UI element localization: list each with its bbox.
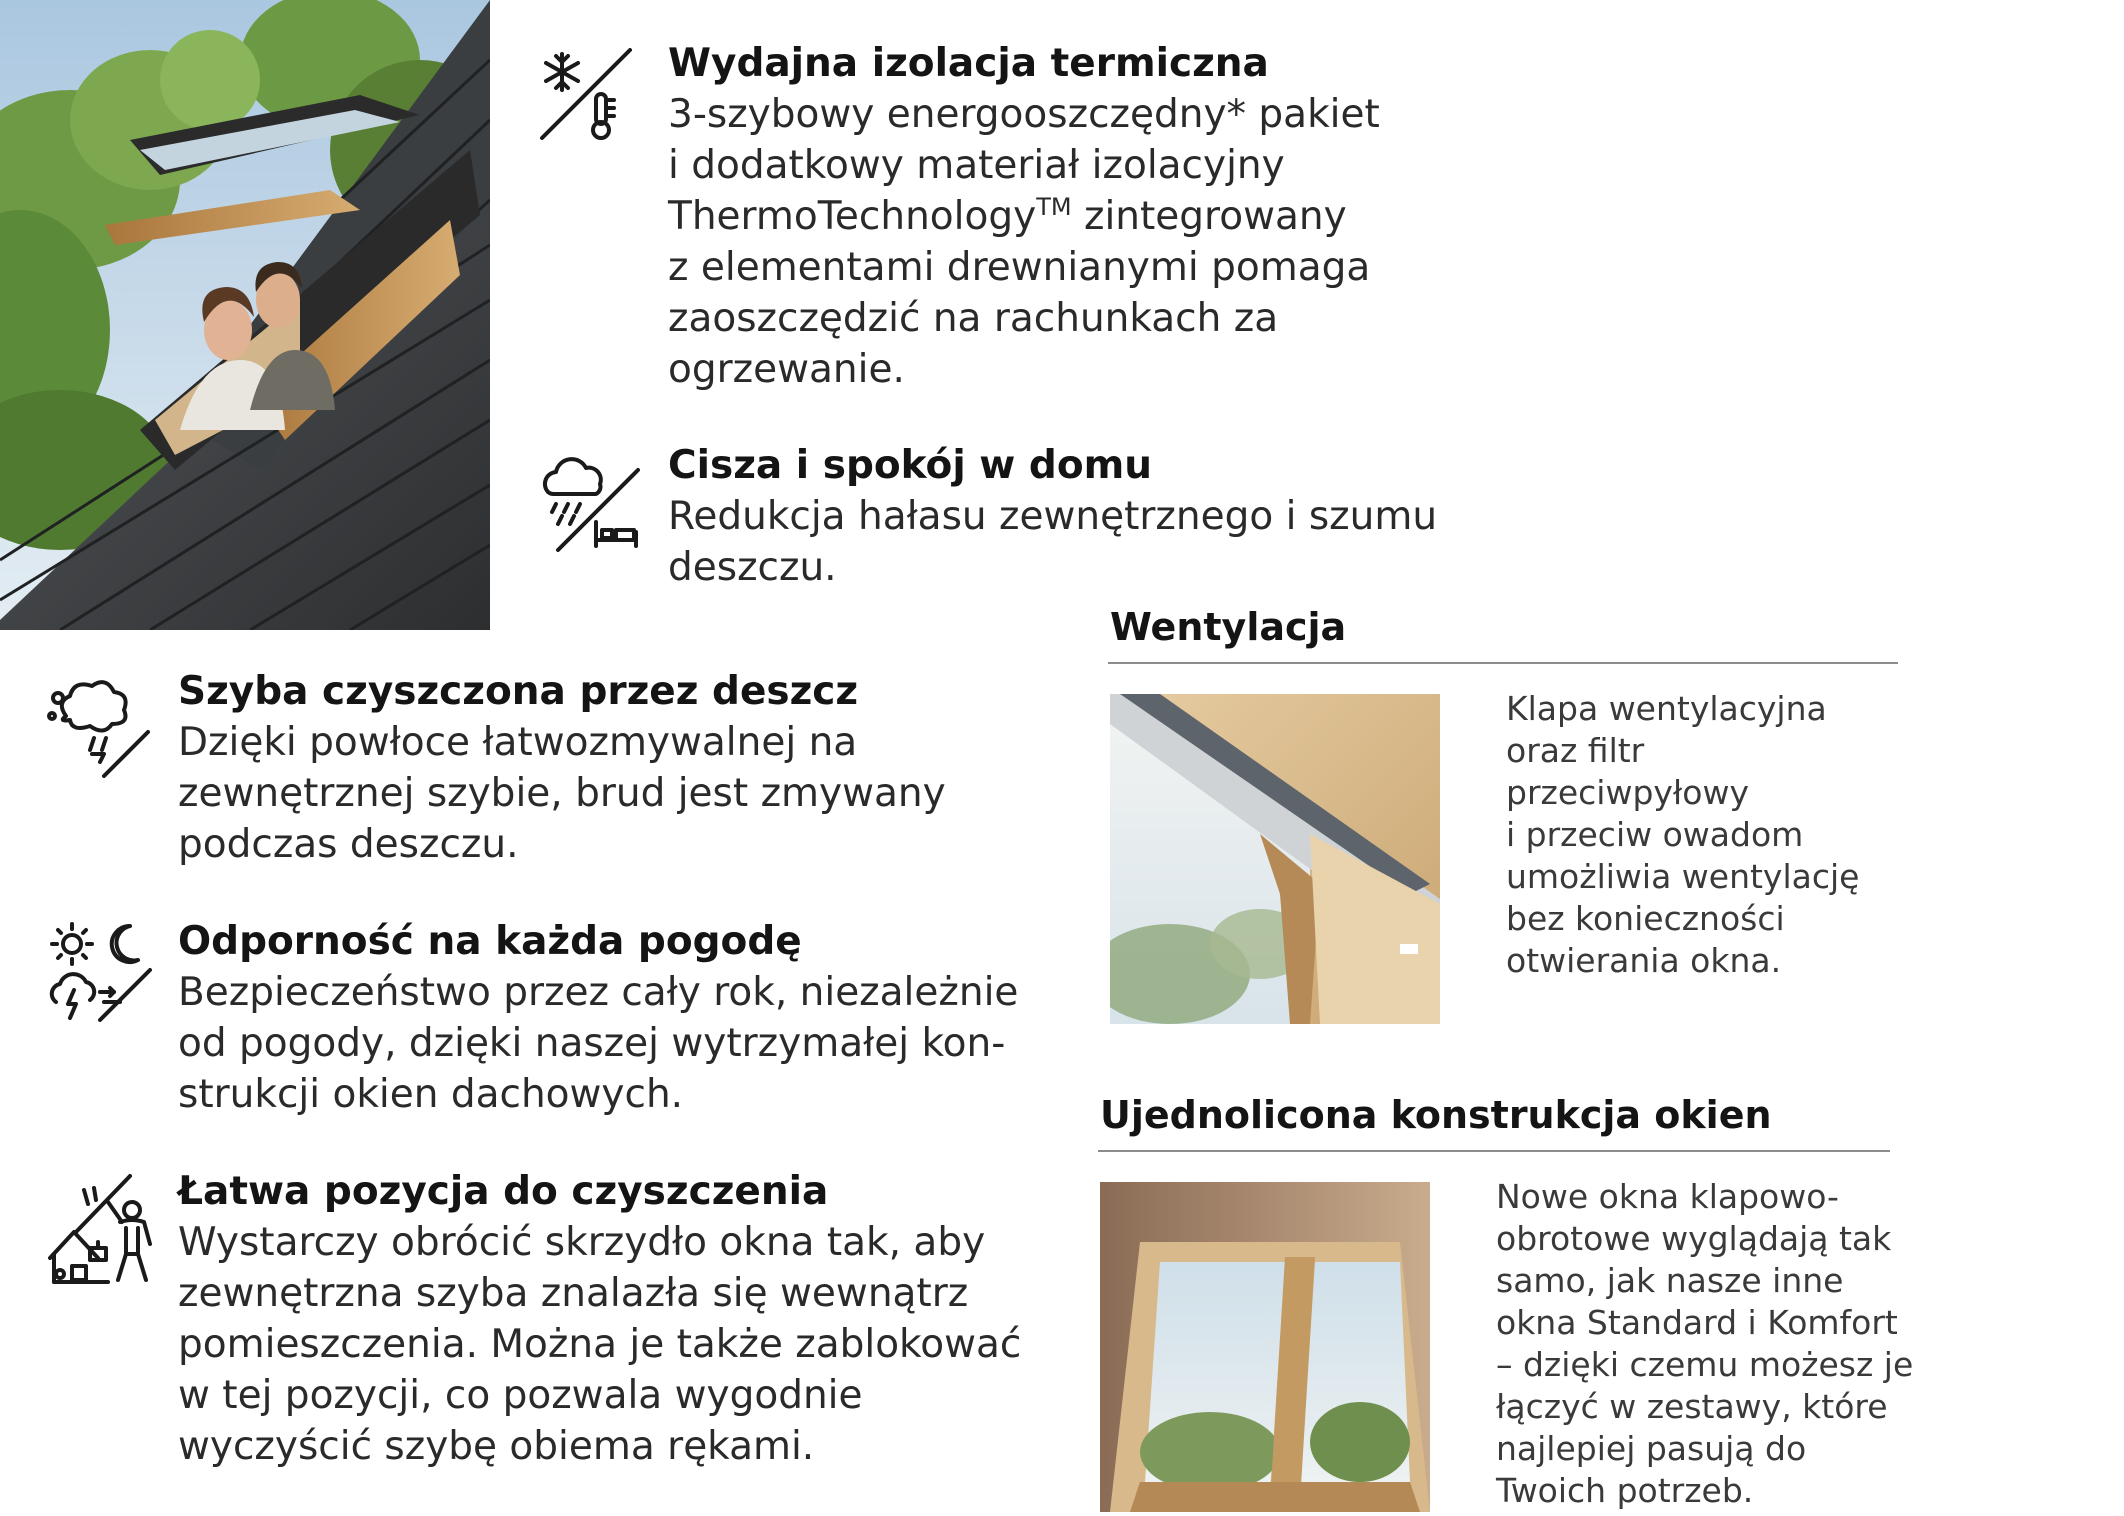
feature-line: Dzięki powłoce łatwozmywalnej na [178,720,858,765]
section-title-construction: Ujednolicona konstrukcja okien [1100,1093,1772,1137]
ventilation-photo [1110,694,1440,1024]
description-line: najlepiej pasują do [1496,1429,1807,1468]
section-title-ventilation: Wentylacja [1110,605,1347,649]
feature-line: z elementami drewnianymi pomaga [668,245,1371,290]
description-line: łączyć w zestawy, które [1496,1387,1888,1426]
construction-photo-illustration [1100,1182,1430,1512]
feature-thermal [668,38,1380,395]
feature-line: zaoszczędzić na rachunkach za [668,296,1279,341]
description-line: bez konieczności [1506,899,1785,938]
section-divider [1108,662,1898,664]
description-line: i przeciw owadom [1506,815,1804,854]
trademark: TM [1036,193,1072,221]
feature-line: i dodatkowy materiał izolacyjny [668,143,1285,188]
feature-title: Cisza i spokój w domu [668,443,1153,488]
description-line: okna Standard i Komfort [1496,1303,1898,1342]
feature-title: Łatwa pozycja do czyszczenia [178,1169,829,1214]
hero-photo-illustration [0,0,490,630]
feature-title: Odporność na każda pogodę [178,919,802,964]
snowflake-thermometer-icon [538,48,632,142]
line-suffix: zintegrowany [1071,194,1347,239]
construction-description [1496,1176,1913,1512]
description-line: samo, jak nasze inne [1496,1261,1844,1300]
feature-weather [178,916,1018,1120]
rain-cloud-bed-icon [538,450,642,554]
description-line: oraz filtr [1506,731,1645,770]
feature-line: strukcji okien dachowych. [178,1072,684,1117]
description-line: otwierania okna. [1506,941,1782,980]
feature-rain-cleaned [178,666,946,870]
description-line: obrotowe wyglądają tak [1496,1219,1892,1258]
feature-line: Redukcja hałasu zewnętrznego i szumu [668,494,1438,539]
dirt-cloud-rain-icon [46,676,152,780]
description-line: umożliwia wentylację [1506,857,1860,896]
ventilation-description [1506,688,1859,982]
hero-photo [0,0,490,630]
feature-line: ogrzewanie. [668,347,905,392]
feature-line: deszczu. [668,545,837,590]
description-line: Twoich potrzeb. [1496,1471,1754,1510]
feature-quiet [668,440,1437,593]
ventilation-photo-illustration [1110,694,1440,1024]
feature-title: Wydajna izolacja termiczna [668,41,1269,86]
feature-line: Bezpieczeństwo przez cały rok, niezależnie [178,970,1019,1015]
feature-line: pomieszczenia. Można je także zablokować [178,1322,1022,1367]
feature-line [668,191,1380,242]
feature-line: od pogody, dzięki naszej wytrzymałej kon- [178,1021,1006,1066]
feature-line: wyczyścić szybę obiema rękami. [178,1424,815,1469]
feature-line: Wystarczy obrócić skrzydło okna tak, aby [178,1220,986,1265]
sun-moon-storm-icon [44,920,154,1024]
construction-photo [1100,1182,1430,1512]
description-line: Klapa wentylacyjna [1506,689,1827,728]
feature-easy-cleaning [178,1166,1021,1472]
thermotechnology-text: ThermoTechnology [668,194,1037,239]
feature-line: w tej pozycji, co pozwala wygodnie [178,1373,863,1418]
description-line: przeciwpyłowy [1506,773,1750,812]
description-line: Nowe okna klapowo- [1496,1177,1839,1216]
description-line: – dzięki czemu możesz je [1496,1345,1914,1384]
feature-line: podczas deszczu. [178,822,519,867]
feature-line: 3-szybowy energooszczędny* pakiet [668,92,1380,137]
section-divider [1098,1150,1890,1152]
house-person-cleaning-icon [46,1170,154,1286]
feature-line: zewnętrzna szyba znalazła się wewnątrz [178,1271,969,1316]
feature-title: Szyba czyszczona przez deszcz [178,669,859,714]
feature-line: zewnętrznej szybie, brud jest zmywany [178,771,946,816]
